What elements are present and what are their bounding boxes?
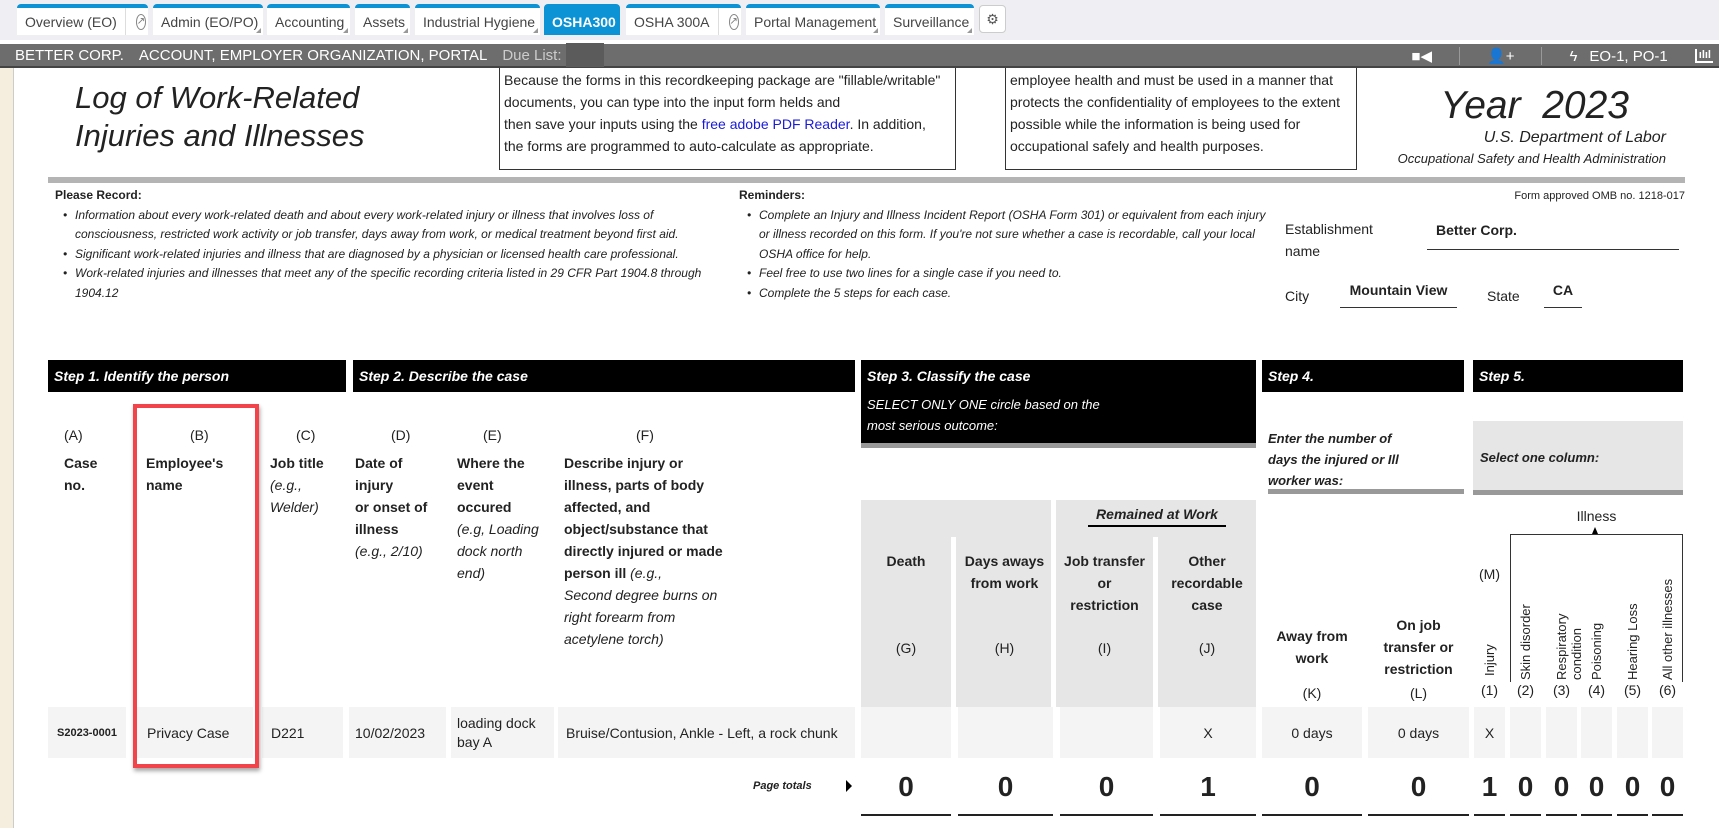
col-g-title: Death: [886, 553, 926, 569]
illness-type-label: All other illnesses: [1660, 578, 1675, 680]
col-title: Job title: [270, 455, 324, 471]
video-icon[interactable]: ■◀: [1411, 48, 1433, 65]
attention-text: protects the confidentiality of employees to the extent: [1010, 94, 1340, 110]
form-year: Year 2023: [1440, 84, 1629, 127]
illness-label: Illness: [1576, 508, 1617, 524]
col-h-letter: (H): [994, 640, 1015, 656]
reminders: [739, 186, 1269, 303]
type-cell[interactable]: X: [1474, 707, 1505, 758]
due-list-label: Due List:: [502, 46, 562, 64]
col-note: end): [457, 565, 486, 581]
type-total: 0: [1553, 771, 1570, 802]
step3-group-left: [861, 500, 1051, 707]
col-title: illness: [355, 521, 399, 537]
tab-admin[interactable]: [153, 4, 263, 35]
type-cell[interactable]: [1617, 707, 1648, 758]
col-title: On job: [1396, 617, 1441, 633]
illness-type-number: (4): [1587, 682, 1606, 698]
col-m-letter: (M): [1479, 566, 1500, 582]
date-cell[interactable]: 10/02/2023: [349, 707, 446, 758]
col-title: directly injured or made: [564, 543, 723, 559]
col-title: occured: [457, 499, 512, 515]
illness-type-label: Hearing Loss: [1625, 603, 1640, 680]
col-note: (e.g., 2/10): [355, 543, 423, 559]
col-letter: (F): [636, 427, 654, 443]
page-totals-label: Page totals: [753, 780, 812, 792]
external-link-icon[interactable]: ↗: [136, 14, 146, 30]
tab-portal-management[interactable]: [746, 4, 880, 35]
type-total: 0: [1588, 771, 1605, 802]
tab-surveillance[interactable]: [885, 4, 974, 35]
illness-type-label: Respiratory condition: [1554, 613, 1584, 680]
context-header: [0, 44, 1719, 68]
tab-label: Industrial Hygiene: [423, 13, 536, 30]
type-cell[interactable]: [1581, 707, 1612, 758]
step-sub: days the injured or Ill: [1268, 452, 1399, 467]
col-title: or: [1097, 575, 1112, 591]
tab-overview[interactable]: [17, 4, 148, 35]
col-i-title: [1056, 550, 1153, 616]
step-sub: most serious outcome:: [867, 418, 998, 433]
highlight-box: [133, 404, 259, 768]
arrow-right-icon: [846, 780, 852, 792]
col-letter: (D): [391, 427, 411, 443]
col-title: restriction: [1384, 661, 1453, 677]
col-title: case: [1191, 597, 1223, 613]
bar-chart-icon[interactable]: ılıl: [1695, 49, 1713, 63]
attention-text: employee health and must be used in a manner that: [1010, 72, 1333, 88]
lightning-icon[interactable]: ϟ: [1569, 47, 1578, 65]
days-away-cell[interactable]: [958, 707, 1053, 758]
step2-header: Step 2. Describe the case: [353, 360, 855, 392]
list-item: • Significant work-related injuries and illness that are diagnosed by a physician or licensed health care professional.: [55, 245, 735, 265]
type-total: 0: [1624, 771, 1641, 802]
tab-industrial-hygiene[interactable]: [415, 4, 540, 35]
step-sub: Enter the number of: [1268, 431, 1392, 446]
col-letter: (B): [190, 427, 209, 443]
establishment-name-field[interactable]: Better Corp.: [1427, 222, 1679, 250]
tab-label: Portal Management: [754, 13, 877, 30]
list-item: • Complete the 5 steps for each case.: [739, 284, 1269, 304]
note-text: the forms are programmed to auto-calculate as appropriate.: [504, 138, 874, 154]
form-title: [75, 79, 365, 155]
col-j-letter: (J): [1198, 640, 1216, 656]
col-title: object/substance that: [564, 521, 708, 537]
left-margin: [0, 68, 14, 828]
col-title: from work: [970, 575, 1039, 591]
org-codes[interactable]: EO-1, PO-1: [1589, 47, 1668, 65]
col-note: Welder): [270, 499, 319, 515]
step5-instructions: Select one column:: [1473, 421, 1683, 495]
col-title: event: [457, 477, 494, 493]
tab-label: Accounting: [275, 13, 345, 30]
department: U.S. Department of Labor: [1483, 129, 1666, 146]
col-d-header: [355, 424, 427, 562]
illness-type-number: (3): [1552, 682, 1571, 698]
col-title: affected, and: [564, 499, 651, 515]
city-label: City: [1285, 288, 1310, 304]
transfer-days-cell[interactable]: 0 days: [1368, 707, 1469, 758]
establishment-label: [1285, 218, 1373, 262]
col-title: person ill: [564, 565, 631, 581]
note-text: then save your inputs using the: [504, 116, 702, 132]
illness-type-number: (2): [1516, 682, 1535, 698]
job-title-cell[interactable]: D221: [262, 707, 343, 758]
away-days-cell[interactable]: 0 days: [1262, 707, 1362, 758]
list-item: • Complete an Injury and Illness Incident Report (OSHA Form 301) or equivalent from each injury or illness recorded on this form. If you're not sure whether a case is recordable, call your local OSHA office for help.: [739, 206, 1269, 265]
tab-label: Overview (EO): [25, 13, 117, 30]
other-recordable-cell[interactable]: X: [1160, 707, 1256, 758]
col-letter: (E): [483, 427, 502, 443]
col-note: Second degree burns on: [564, 587, 718, 603]
where-cell[interactable]: loading dock bay A: [451, 707, 554, 758]
step-sub: SELECT ONLY ONE circle based on the: [867, 397, 1100, 412]
col-letter: (A): [64, 427, 83, 443]
divider: [48, 177, 1685, 183]
col-note: right forearm from: [564, 609, 676, 625]
note-text: Because the forms in this recordkeeping package are "fillable/writable": [504, 72, 941, 88]
col-note: dock north: [457, 543, 523, 559]
illness-type-label: Injury: [1482, 644, 1497, 676]
title-line: Injuries and Illnesses: [75, 118, 365, 153]
col-title: restriction: [1070, 597, 1139, 613]
step4-instructions: [1268, 428, 1464, 494]
col-title: name: [146, 477, 183, 493]
type-total: 1: [1481, 771, 1498, 802]
total-l: 0: [1410, 771, 1427, 802]
col-title: recordable: [1171, 575, 1243, 591]
section-title: Please Record:: [55, 188, 142, 202]
col-title: Other: [1188, 553, 1226, 569]
label-line: name: [1285, 243, 1321, 259]
illness-type-label: Poisoning: [1589, 622, 1604, 680]
type-cell[interactable]: [1652, 707, 1683, 758]
attention-box: [1005, 68, 1357, 170]
col-l-letter: (L): [1409, 685, 1428, 701]
job-transfer-cell[interactable]: [1060, 707, 1153, 758]
col-f-header: [564, 424, 723, 650]
city-field[interactable]: Mountain View: [1340, 282, 1457, 308]
step-title: Step 3. Classify the case: [867, 368, 1031, 384]
col-note: (e.g.,: [270, 477, 302, 493]
col-title: work: [1295, 650, 1329, 666]
context-label: ACCOUNT, EMPLOYER ORGANIZATION, PORTAL: [138, 46, 488, 64]
type-cell[interactable]: [1546, 707, 1577, 758]
col-title: Employee's: [146, 455, 224, 471]
col-note: (e.g.,: [630, 565, 663, 581]
list-item: • Feel free to use two lines for a single case if you need to.: [739, 264, 1269, 284]
col-k-letter: (K): [1302, 685, 1322, 701]
remained-at-work-label: Remained at Work: [1088, 506, 1226, 527]
tab-assets[interactable]: [355, 4, 410, 35]
title-line: Log of Work-Related: [75, 80, 360, 115]
col-e-header: [457, 424, 539, 584]
note-text: . In addition,: [849, 116, 926, 132]
total-i: 0: [1098, 771, 1115, 802]
illness-type-label: Skin disorder: [1518, 604, 1533, 680]
col-title: Case: [64, 455, 98, 471]
col-h-title: [956, 550, 1053, 594]
col-title: no.: [64, 477, 85, 493]
add-user-icon[interactable]: 👤+: [1487, 48, 1515, 65]
note-box: [499, 68, 956, 170]
type-total: 0: [1517, 771, 1534, 802]
tab-bar: [0, 0, 1719, 40]
attention-text: possible while the information is being used for: [1010, 116, 1301, 132]
col-title: transfer or: [1383, 639, 1454, 655]
case-number-cell[interactable]: S2023-0001: [48, 707, 126, 758]
state-label: State: [1487, 288, 1520, 304]
due-list-value[interactable]: [566, 43, 604, 67]
col-j-title: [1158, 550, 1256, 616]
tab-label: OSHA300: [552, 13, 616, 30]
label-line: Establishment: [1285, 221, 1373, 237]
step5-header: Step 5.: [1473, 360, 1683, 392]
col-i-letter: (I): [1097, 640, 1112, 656]
settings-gear-icon[interactable]: ⚙: [979, 5, 1006, 33]
col-k-title: [1262, 625, 1362, 669]
omb-number: Form approved OMB no. 1218-017: [1514, 190, 1685, 202]
external-link-icon[interactable]: ↗: [729, 14, 739, 30]
type-total: 0: [1659, 771, 1676, 802]
col-c-header: [270, 424, 324, 518]
col-g-letter: (G): [895, 640, 917, 656]
col-title: Where the: [457, 455, 525, 471]
total-j: 1: [1200, 771, 1216, 802]
total-g: 0: [898, 771, 914, 802]
type-cell[interactable]: [1510, 707, 1541, 758]
list-item: • Information about every work-related death and about every work-related injury or illness that involves loss of consciousness, restricted work activity or job transfer, days away from work, or medical treatment beyond first aid.: [55, 206, 735, 245]
illness-type-number: (1): [1480, 682, 1499, 698]
col-title: Describe injury or: [564, 455, 684, 471]
col-title: Away from: [1276, 628, 1348, 644]
tab-label: OSHA 300A: [634, 13, 710, 30]
note-text: documents, you can type into the input form helds and: [504, 94, 841, 110]
tab-label: Assets: [363, 13, 406, 30]
total-k: 0: [1304, 771, 1320, 802]
state-field[interactable]: CA: [1544, 282, 1582, 308]
tab-osha300a[interactable]: [626, 4, 741, 35]
attention-text: occupational safely and health purposes.: [1010, 138, 1264, 154]
illness-type-number: (6): [1658, 682, 1677, 698]
tab-label: Surveillance: [893, 13, 970, 30]
total-h: 0: [997, 771, 1014, 802]
description-cell[interactable]: Bruise/Contusion, Ankle - Left, a rock chunk: [558, 707, 855, 758]
col-title: or onset of: [355, 499, 428, 515]
tab-accounting[interactable]: [267, 4, 350, 35]
step-sub: worker was:: [1268, 473, 1344, 488]
col-note: (e.g, Loading: [457, 521, 539, 537]
step4-header: Step 4.: [1262, 360, 1464, 392]
col-title: Days aways: [964, 553, 1045, 569]
please-record: [55, 186, 735, 303]
adobe-reader-link[interactable]: free adobe PDF Reader: [701, 116, 850, 132]
company-name: BETTER CORP.: [15, 46, 124, 64]
tab-label: Admin (EO/PO): [161, 13, 259, 30]
col-title: Date of: [355, 455, 403, 471]
col-note: acetylene torch): [564, 631, 664, 647]
col-title: illness, parts of body: [564, 477, 705, 493]
illness-type-number: (5): [1623, 682, 1642, 698]
agency: Occupational Safety and Health Administration: [1397, 151, 1666, 166]
col-a-header: [64, 424, 97, 496]
employee-name-cell[interactable]: Privacy Case: [136, 707, 253, 758]
tab-osha300[interactable]: [544, 4, 620, 35]
list-item: • Work-related injuries and illnesses that meet any of the specific recording criteria listed in 29 CFR Part 1904.8 through 1904.12: [55, 264, 735, 303]
death-cell[interactable]: [861, 707, 951, 758]
col-title: injury: [355, 477, 394, 493]
step3-header: [861, 360, 1256, 448]
col-title: Job transfer: [1064, 553, 1145, 569]
section-title: Reminders:: [739, 188, 806, 202]
step1-header: Step 1. Identify the person: [48, 360, 346, 392]
col-l-title: [1368, 614, 1469, 680]
col-letter: (C): [296, 427, 316, 443]
